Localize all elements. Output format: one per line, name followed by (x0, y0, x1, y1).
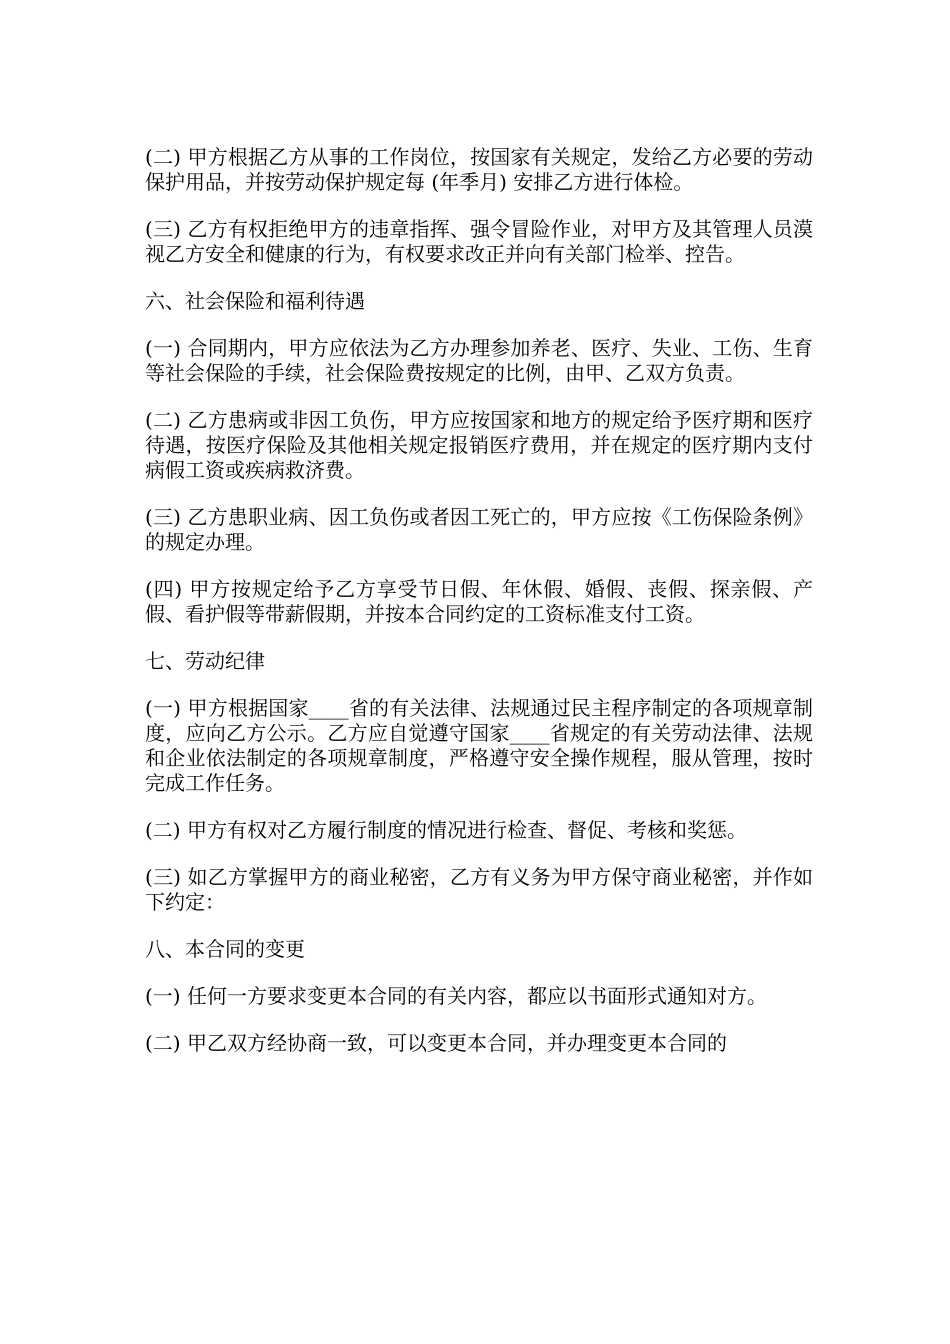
paragraph-6-1: (一) 合同期内，甲方应依法为乙方办理参加养老、医疗、失业、工伤、生育等社会保险的手续，社会保险费按规定的比例，由甲、乙双方负责。 (145, 336, 813, 385)
document-body (145, 145, 813, 1078)
paragraph-7-3: (三) 如乙方掌握甲方的商业秘密，乙方有义务为甲方保守商业秘密，并作如下约定： (145, 865, 813, 914)
paragraph-8-1: (一) 任何一方要求变更本合同的有关内容，都应以书面形式通知对方。 (145, 984, 767, 1008)
paragraph-7-1: (一) 甲方根据国家____省的有关法律、法规通过民主程序制定的各项规章制度，应向乙方公示。乙方应自觉遵守国家____省规定的有关劳动法律、法规和企业依法制定的各项规章制度，严格遵守安全操作规程，服从管理，按时完成工作任务。 (145, 696, 813, 795)
paragraph-2-2: (二) 甲方根据乙方从事的工作岗位，按国家有关规定，发给乙方必要的劳动保护用品，并按劳动保护规定每 (年季月) 安排乙方进行体检。 (145, 145, 813, 194)
paragraph-8-2: (二) 甲乙双方经协商一致，可以变更本合同，并办理变更本合同的 (145, 1031, 727, 1055)
paragraph-2-3: (三) 乙方有权拒绝甲方的违章指挥、强令冒险作业，对甲方及其管理人员漠视乙方安全和健康的行为，有权要求改正并向有关部门检举、控告。 (145, 217, 813, 266)
paragraph-7-2: (二) 甲方有权对乙方履行制度的情况进行检查、督促、考核和奖惩。 (145, 818, 747, 842)
paragraph-6-2: (二) 乙方患病或非因工负伤，甲方应按国家和地方的规定给予医疗期和医疗待遇，按医疗保险及其他相关规定报销医疗费用，并在规定的医疗期内支付病假工资或疾病救济费。 (145, 408, 813, 482)
paragraph-6-4: (四) 甲方按规定给予乙方享受节日假、年休假、婚假、丧假、探亲假、产假、看护假等带薪假期，并按本合同约定的工资标准支付工资。 (145, 577, 813, 626)
section-heading-6: 六、社会保险和福利待遇 (145, 289, 365, 313)
section-heading-8: 八、本合同的变更 (145, 937, 305, 961)
section-heading-7: 七、劳动纪律 (145, 649, 265, 673)
paragraph-6-3: (三) 乙方患职业病、因工负伤或者因工死亡的，甲方应按《工伤保险条例》的规定办理。 (145, 505, 813, 554)
